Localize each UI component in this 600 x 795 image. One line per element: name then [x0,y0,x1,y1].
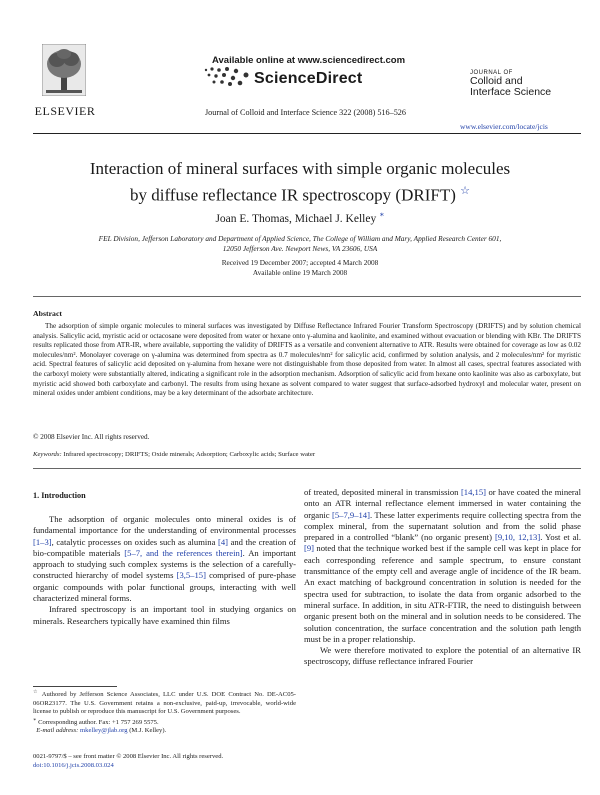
right-column-text [304,487,581,668]
journal-logo-line1: Colloid and [470,75,523,87]
keywords-list: Infrared spectroscopy; DRIFTS; Oxide minerals; Adsorption; Carboxylic acids; Surface water [63,451,316,458]
journal-url-link[interactable]: www.elsevier.com/locate/jcis [460,122,548,131]
text-run: The adsorption of organic molecules onto mineral oxides is of fundamental importance for the understanding of environmental processes [33,514,296,536]
left-column-text [33,514,296,627]
reference-link[interactable]: [9] [304,543,315,554]
text-run: comprised of pure-phase organic compounds with polar functional groups, interacting with well characterized mineral forms. [33,570,296,604]
affiliation-line2: 12050 Jefferson Ave. Newport News, VA 23606, USA [222,244,378,253]
keywords-line [33,451,581,458]
title-line2: by diffuse reflectance IR spectroscopy (DRIFT) [129,185,456,205]
footnotes [33,689,296,736]
intro-paragraph-4: We were therefore motivated to explore the potential of an alternative IR spectroscopy, diffuse reflectance infrared Fourier [304,645,581,667]
abstract-copyright: © 2008 Elsevier Inc. All rights reserved. [33,433,150,441]
publisher-name: ELSEVIER [34,104,96,118]
reference-link[interactable]: [4] [217,536,228,547]
text-run: , catalytic processes on oxides such as alumina [51,536,218,547]
reference-link[interactable]: [3,5–15] [176,570,206,581]
abstract-divider-top [33,296,581,297]
footnote-1-text: Authored by Jefferson Science Associates, LLC under U.S. DOE Contract No. DE-AC05-06OR23177. The U.S. Government retains a non-exclusive, paid-up, irrevocable, world-wide license to publish or reproduce this manuscript for U.S. Government purposes. [33,691,296,716]
footnote-1 [33,689,296,717]
text-run: . Yost et al. [540,532,582,543]
section-heading-introduction: 1. Introduction [33,491,86,500]
sciencedirect-logo-text: ScienceDirect [254,70,363,87]
available-date: Available online 19 March 2008 [252,268,348,277]
text-run: . These latter experiments require collecting spectra from the complex mineral, from the supernatant solution and from the solid phase prepared in a controlled “blank” (no organic present) [304,509,582,543]
affiliation-line1: FEL Division, Jefferson Laboratory and Department of Applied Science, The College of William and Mary, Applied Research Center 601, [98,234,502,243]
reference-link[interactable]: [1–3] [33,536,52,547]
text-run: . An important approach to studying such complex systems is the selection of a carefully-constructed hierarchy of model systems [33,547,297,581]
email-label: E-mail address: [36,727,79,735]
journal-logo-line2: Interface Science [470,86,552,98]
email-line [33,727,296,736]
email-link[interactable]: mkelley@jlab.org [80,727,128,735]
doi-link[interactable]: doi:10.1016/j.jcis.2008.03.024 [33,761,114,769]
header-divider [33,133,581,134]
intro-paragraph-3 [304,487,581,645]
title-line1: Interaction of mineral surfaces with simple organic molecules [89,159,511,178]
footnote-2 [33,717,296,728]
abstract-paragraph: The adsorption of simple organic molecules to mineral surfaces was investigated by Diffuse Reflectance Infrared Fourier Transform Spectroscopy (DRIFTS) and by solution chemical analysis. Salicylic acid, myristic acid or octacosane were deposited from water or hexane onto γ-alumina and kaolinite, and examined without evacuation or blending with KBr. The DRIFTS results replicated those from ATR-IR, where available, supporting the validity of DRIFTS as a versatile and convenient alternative to ATR. Results were obtained for coverage as low as 0.02 molecules/nm². Monolayer coverage on γ-alumina was determined from spectra as 0.7 molecules/nm² for salicylic acid, confirmed by solution analysis, and 2 molecules/nm² for myristic acid. Spectral features of salicylic acid deposited on γ-alumina from hexane were not distinguishable from those deposited from water. In almost all cases, spectral features associated with the carboxyl moiety were substantially altered, indicating a significant role in the adsorption mechanism. Adsorption of salicylic acid from hexane onto kaolinite was also as carboxylate, but myristic acid showed both carboxylate and carbonyl. The results from using hexane as solvent compared to water suggest that surface-adsorbed hydroxyl and molecular water, present on mineral oxides under ambient conditions, may be a key determinant of the adsorbate architecture. [33,322,581,398]
journal-logo-small-text: JOURNAL OF [470,70,513,76]
authors-text: Joan E. Thomas, Michael J. Kelley [215,212,377,225]
intro-paragraph-1 [33,514,296,604]
email-suffix: (M.J. Kelley). [127,727,167,735]
reference-link[interactable]: [5–7, and the references therein] [124,547,243,558]
reference-link[interactable]: [9,10, 12,13] [494,532,541,543]
title-footnote-star-link[interactable]: ☆ [460,185,470,197]
text-run: noted that the technique worked best if the sample cell was kept in place for each corresponding reference and sample spectrum, to ensure constant transmittance of the empty cell and average angle of incidence of the IR beam. An exact matching of background concentration in solution is needed for the spectra used for subtraction, to isolate the data from organic adsorbed to the mineral surface. In addition, in situ ATR-FTIR, the need to distinguish between organic present both on the mineral and in solution needs to be considered. The solution concentration, the surface concentration and the solution path length must be in a proper relationship. [304,543,581,644]
reference-link[interactable]: [14,15] [460,487,486,497]
journal-citation: Journal of Colloid and Interface Science 322 (2008) 516–526 [205,108,406,117]
elsevier-tree-logo [42,44,86,96]
abstract-divider-bottom [33,468,581,469]
reference-link[interactable]: [5–7,9–14] [332,509,370,520]
text-run: and the creation of bio-compatible materials [33,536,296,558]
keywords-label: Keywords: [33,451,62,458]
intro-paragraph-2: Infrared spectroscopy is an important tool in studying organics on minerals. Researchers typically have examined thin films [33,604,296,626]
journal-logo [470,70,580,98]
footnote-2-text: Corresponding author. Fax: +1 757 269 5575. [38,718,159,726]
author-list [40,210,560,225]
corresponding-author-star-link[interactable]: ∗ [379,210,385,219]
article-dates [60,258,540,278]
article-title [40,158,560,207]
received-date: Received 19 December 2007; accepted 4 March 2008 [221,258,379,267]
available-online-line[interactable]: Available online at www.sciencedirect.com [212,55,406,66]
text-run: or have coated the mineral onto an ATR internal reflectance element immersed in water containing the organic [304,487,581,520]
front-matter-info [33,753,296,770]
affiliation [60,234,540,254]
issn-line: 0021-9797/$ – see front matter © 2008 Elsevier Inc. All rights reserved. [33,753,224,760]
abstract-body [33,322,581,399]
footnote-divider [33,686,117,687]
footnote-2-mark: ∗ [33,717,37,723]
text-run: of treated, deposited mineral in transmission [304,487,461,497]
abstract-heading: Abstract [33,309,63,318]
footnote-1-mark: ☆ [33,690,39,695]
